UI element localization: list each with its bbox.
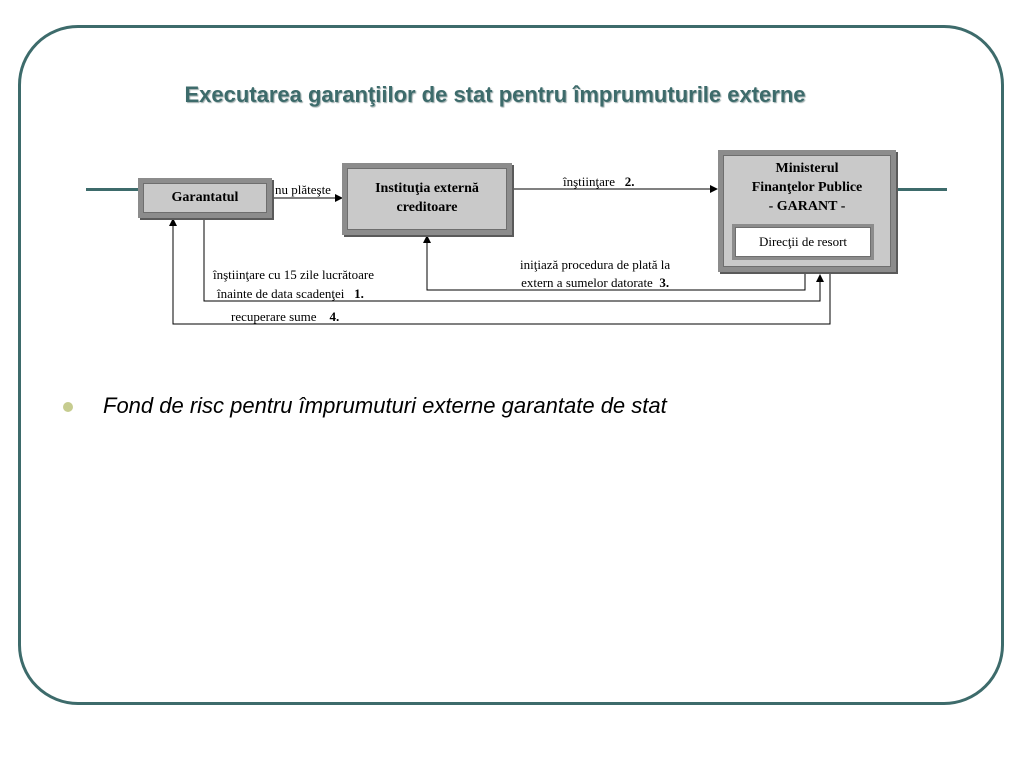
bullet-icon	[63, 402, 73, 412]
ministerul-line2: Finanţelor Publice	[751, 179, 863, 195]
label-initiaza-line1: iniţiază procedura de plată la	[520, 257, 671, 272]
label-instiintare15-line2: înainte de data scadenţei	[217, 286, 345, 301]
bullet-text: Fond de risc pentru împrumuturi externe garantate de stat	[103, 393, 667, 418]
label-recuperare-4	[231, 309, 339, 325]
label-initiaza-3	[520, 256, 670, 292]
node-garantatul	[138, 178, 272, 218]
node-ministerul-inner	[723, 155, 891, 267]
slide-title: Executarea garanţiilor de stat pentru împrumuturile externe	[184, 82, 806, 107]
ministerul-line3: - GARANT -	[768, 198, 846, 214]
label-initiaza-line2: extern a sumelor datorate	[521, 275, 653, 290]
node-institutia-externa	[342, 163, 512, 235]
label-instiintare15-line2-wrap	[213, 284, 374, 303]
label-instiintare-2	[563, 174, 635, 190]
node-directii-label: Direcţii de resort	[735, 227, 871, 257]
label-recuperare-num: 4.	[329, 309, 340, 324]
label-nu-plateste: nu plăteşte	[275, 182, 331, 197]
node-institutia-label: Instituţia externă creditoare	[347, 168, 507, 230]
label-initiaza-num: 3.	[659, 275, 670, 290]
ministerul-line1: Ministerul	[775, 161, 839, 176]
label-recuperare-text: recuperare sume	[231, 309, 317, 324]
node-garantatul-label: Garantatul	[143, 183, 267, 213]
label-instiintare15-num: 1.	[354, 286, 364, 301]
label-instiintare15-line1: înştiinţare cu 15 zile lucrătoare	[213, 267, 374, 282]
label-instiintare-num: 2.	[624, 174, 635, 189]
node-ministerul	[718, 150, 896, 272]
node-directii-resort	[732, 224, 874, 260]
label-instiintare-text: înştiinţare	[563, 174, 615, 189]
label-initiaza-line2-wrap	[520, 274, 670, 292]
label-instiintare-1	[213, 265, 374, 303]
